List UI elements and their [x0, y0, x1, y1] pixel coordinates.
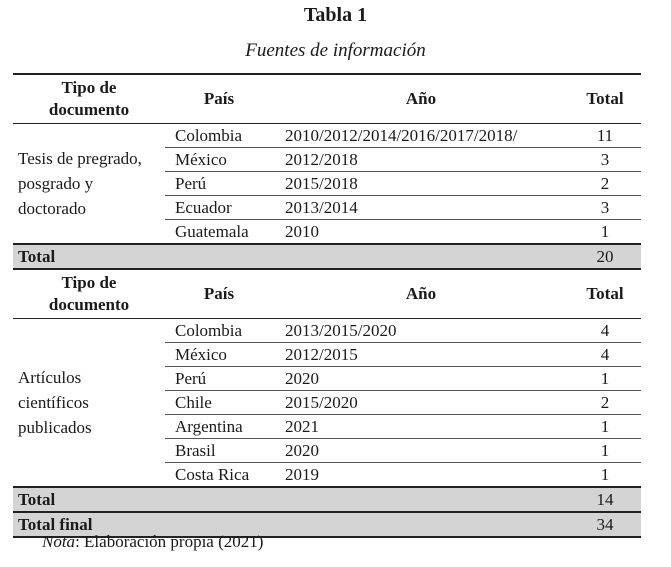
- year-cell: 2015/2020: [273, 391, 569, 415]
- country-cell: Colombia: [165, 319, 273, 343]
- country-cell: México: [165, 343, 273, 367]
- total-cell: 1: [569, 367, 641, 391]
- header-document-type: [13, 74, 165, 124]
- total-cell: 1: [569, 439, 641, 463]
- group-label: [13, 124, 165, 245]
- country-cell: Costa Rica: [165, 463, 273, 488]
- header-total: Total: [569, 269, 641, 319]
- header-type-line2: documento: [48, 100, 130, 119]
- group-line: Tesis de pregrado,: [18, 149, 142, 168]
- total-cell: 1: [569, 415, 641, 439]
- country-cell: Ecuador: [165, 196, 273, 220]
- year-cell: 2012/2018: [273, 148, 569, 172]
- section-total-row: [13, 487, 641, 512]
- year-cell: 2020: [273, 439, 569, 463]
- group-line: doctorado: [18, 199, 86, 218]
- section-total-row: [13, 244, 641, 269]
- country-cell: Colombia: [165, 124, 273, 148]
- group-label: [13, 319, 165, 488]
- table-title: Tabla 1: [303, 4, 368, 26]
- header-year: Año: [273, 269, 569, 319]
- section-total-value: 14: [569, 487, 641, 512]
- year-cell: 2013/2014: [273, 196, 569, 220]
- header-type-line1: Tipo de: [61, 273, 117, 292]
- header-row: [13, 74, 641, 124]
- group-line: científicos: [18, 393, 89, 412]
- total-cell: 1: [569, 220, 641, 245]
- final-total-label: Total final: [13, 512, 569, 537]
- total-cell: 2: [569, 172, 641, 196]
- year-cell: 2015/2018: [273, 172, 569, 196]
- total-cell: 4: [569, 319, 641, 343]
- year-cell: 2019: [273, 463, 569, 488]
- year-cell: 2010/2012/2014/2016/2017/2018/: [273, 124, 569, 148]
- country-cell: Perú: [165, 367, 273, 391]
- group-line: posgrado y: [18, 174, 94, 193]
- table-row: [13, 319, 641, 343]
- header-row: [13, 269, 641, 319]
- country-cell: Perú: [165, 172, 273, 196]
- year-cell: 2013/2015/2020: [273, 319, 569, 343]
- country-cell: México: [165, 148, 273, 172]
- year-cell: 2020: [273, 367, 569, 391]
- header-country: País: [165, 269, 273, 319]
- year-cell: 2012/2015: [273, 343, 569, 367]
- section-total-value: 20: [569, 244, 641, 269]
- total-cell: 1: [569, 463, 641, 488]
- header-type-line1: Tipo de: [61, 78, 117, 97]
- total-cell: 3: [569, 196, 641, 220]
- header-total: Total: [569, 74, 641, 124]
- year-cell: 2010: [273, 220, 569, 245]
- note-text: : Elaboración propia (2021): [75, 532, 264, 551]
- country-cell: Chile: [165, 391, 273, 415]
- header-country: País: [165, 74, 273, 124]
- header-year: Año: [273, 74, 569, 124]
- group-line: Artículos: [18, 368, 82, 387]
- country-cell: Argentina: [165, 415, 273, 439]
- final-total-value: 34: [569, 512, 641, 537]
- country-cell: Guatemala: [165, 220, 273, 245]
- table-note: [42, 532, 263, 552]
- group-line: publicados: [18, 418, 92, 437]
- year-cell: 2021: [273, 415, 569, 439]
- header-type-line2: documento: [48, 295, 130, 314]
- country-cell: Brasil: [165, 439, 273, 463]
- header-document-type: [13, 269, 165, 319]
- sources-table: [13, 73, 641, 538]
- total-cell: 3: [569, 148, 641, 172]
- table-row: [13, 124, 641, 148]
- total-cell: 2: [569, 391, 641, 415]
- section-total-label: Total: [13, 487, 569, 512]
- section-total-label: Total: [13, 244, 569, 269]
- note-lead: Nota: [42, 532, 76, 551]
- total-cell: 11: [569, 124, 641, 148]
- total-cell: 4: [569, 343, 641, 367]
- table-subtitle: Fuentes de información: [245, 40, 426, 61]
